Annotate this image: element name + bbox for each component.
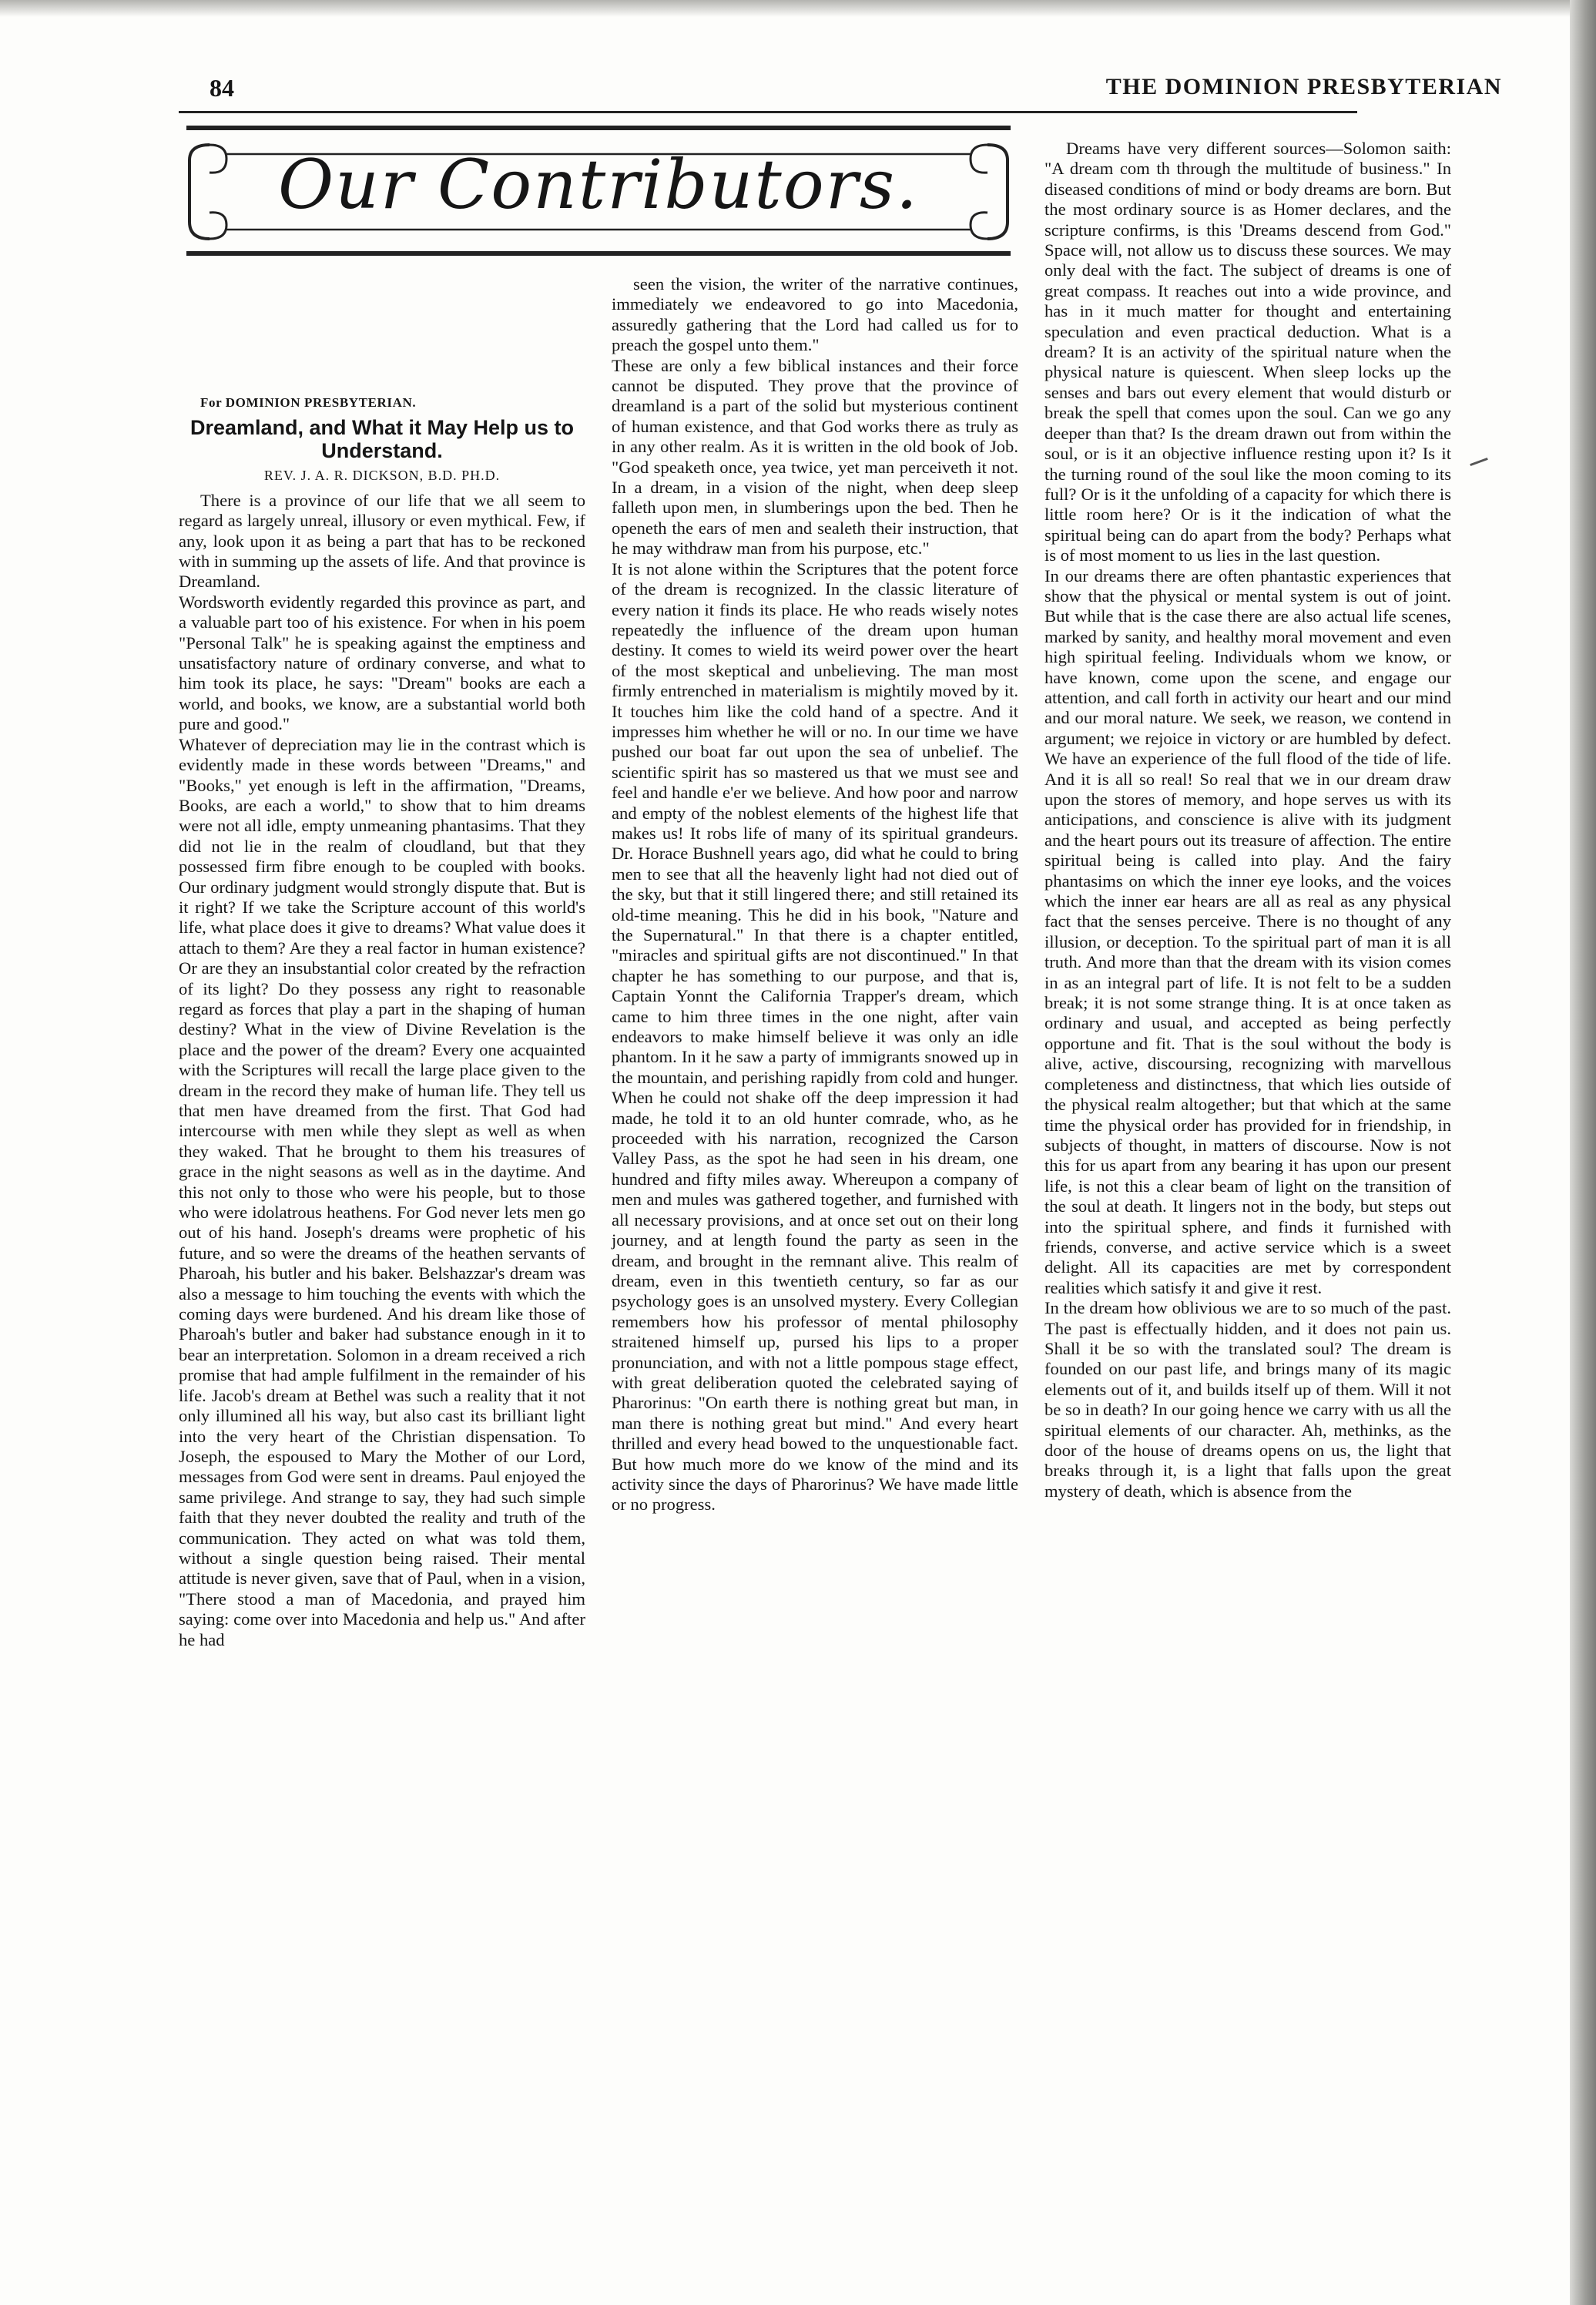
- column-3-text: Dreams have very different sources—Solomon saith: "A dream com th through the multitude of business." In diseased conditions of mind or body dreams are born. But the most ordinary source is as Homer declares, and the scripture confirms, is this 'Dreams descend from God." Space will, not allow us to discuss these sources. We may only deal with the fact. The subject of dreams is one of great compass. It reaches out into a wide province, and has in it much matter for thought and entertaining speculation and even practical deduction. What is a dream? It is an activity of the spiritual nature when the physical nature is quiescent. When sleep locks up the senses and bars out every element that would disturb or break the spell that comes upon the soul. Can we go any deeper than that? Is the dream drawn out from within the soul, or is it an objective influence resting upon it? Is it the turning round of the soul like the moon coming to its full? Or is it the unfolding of a capacity for which there is little room here? Or is it the indication of what the spiritual being can do apart from the body? Perhaps what is of most moment to us lies in the last question. In our dreams there are often phantastic experiences that show that the physical or mental system is out of joint. But while that is the case there are also actual life scenes, marked by sanity, and healthy moral movement and even high spiritual feeling. Individuals whom we know, or have known, come upon the scene, and engage our attention, and call forth in activity our heart and our mind and our moral nature. We seek, we reason, we contend in argument; we rejoice in victory or are humbled by defect. We have an experience of the full flood of the tide of life. And it is all so real! So real that we in our dream draw upon the stores of memory, and hope serves us with its anticipations, and conscience is alive with its judgment and the heart pours out its treasure of affection. The entire spiritual being is called into play. And the fairy phantasims on which the inner eye looks, and the voices which the inner ear hears are all as real as any physical fact that the senses perceive. There is no thought of any illusion, or deception. To the spiritual part of man it is all truth. And more than that the dream with its vision comes in as an integral part of life. It is not felt to be a sudden break; it is not some strange thing. It is at once taken as ordinary and usual, and accepted as being perfectly opportune and fit. That is the soul without the body is alive, active, discoursing, recognizing with marvellous completeness and distinctness, that which lies outside of the physical realm altogether; but that which at the same time the physical order has provided for in friendship, in subjects of thought, in matters of discourse. Now is not this for us apart from any bearing it has upon our present life, is not this a clear beam of light on the transition of the soul at death. It lingers not in the body, but steps out into the spiritual sphere, and finds it furnished with friends, converse, and active service which is a sweet delight. All its capacities are met by correspondent realities which satisfy it and give it rest. In the dream how oblivious we are to so much of the past. The past is effectually hidden, and it does not pain us. Shall it be so with the translated soul? The dream is founded on our past life, and brings many of its magic elements out of it, and builds itself up of them. Will it not be so in death? In our going hence we carry with us all the spiritual elements of our character. Ah, methinks, as the door of the house of dreams opens on us, the light that breaks through it, is a light that falls upon the great mystery of death, which is absence from the: [1044, 139, 1451, 1501]
- article-author: REV. J. A. R. DICKSON, B.D. PH.D.: [263, 468, 501, 484]
- page-number: 84: [210, 74, 234, 102]
- column-1-text: There is a province of our life that we all seem to regard as largely unreal, illusory or even mythical. Few, if any, look upon it as being a part that has to be reckoned with in summing up the assets of life. And that province is Dreamland. Wordsworth evidently regarded this province as part, and a valuable part too of his existence. For when in his poem "Personal Talk" he is speaking against the emptiness and unsatisfactory nature of ordinary converse, and what to him took its place, he says: "Dream" books are each a world, and books, we know, are a substantial world both pure and good." Whatever of depreciation may lie in the contrast which is evidently made in these words between "Dreams," and "Books," yet enough is left in the affirmation, "Dreams, Books, are each a world," to show that to him dreams were not all idle, empty unmeaning phantasims. That they did not lie in the realm of cloudland, but that they possessed firm fibre enough to be coupled with books. Our ordinary judgment would strongly dispute that. But is it right? If we take the Scripture account of this world's life, what place does it give to dreams? What value does it attach to them? Are they a real factor in human existence? Or are they an insubstantial color created by the refraction of its light? Do they possess any right to reasonable regard as forces that play a part in the shaping of human destiny? What in the view of Divine Revelation is the place and the power of the dream? Every one acquainted with the Scriptures will recall the large place given to the dream in the record they make of human life. They tell us that men have dreamed from the first. That God had intercourse with men while they slept as well as when they waked. That he brought to them his treasures of grace in the night seasons as well as in the daytime. And this not only to those who were his people, but to those who were idolatrous heathens. For God never lets men go out of his hand. Joseph's dreams were prophetic of his future, and so were the dreams of the heathen servants of Pharoah, his butler and his baker. Belshazzar's dream was also a message to him touching the events with which the coming days were burdened. And his dream like those of Pharoah's butler and baker had substance enough in it to bear an interpretation. Solomon in a dream received a rich promise that had ample fulfilment in the remainder of his life. Jacob's dream at Bethel was such a reality that it not only illumined all his way, but also cast its brilliant light into the very heart of the Christian dispensation. To Joseph, the espoused to Mary the Mother of our Lord, messages from God were sent in dreams. Paul enjoyed the same privilege. And strange to say, they had such simple faith that they never doubted the reality and truth of the communication. They acted on what was told them, without a single question being raised. Their mental attitude is never given, save that of Paul, when in a vision, "There stood a man of Macedonia, and prayed him saying: come over into Macedonia and help us." And after he had: [179, 490, 585, 1649]
- scan-edge-shadow: [1570, 0, 1596, 2305]
- column-2-text: seen the vision, the writer of the narrative continues, immediately we endeavored to go into Macedonia, assuredly gathering that the Lord had called us for to preach the gospel unto them." These are only a few biblical instances and their force cannot be disputed. They prove that the province of dreamland is a part of the solid but mysterious continent of human existence, and that God works there as truly as in any other realm. As it is written in the old book of Job. "God speaketh once, yea twice, yet man perceiveth it not. In a dream, in a vision of the night, when deep sleep falleth upon men, in slumberings upon the bed. Then he openeth the ears of men and sealeth their instruction, that he may withdraw man from his purpose, etc." It is not alone within the Scriptures that the potent force of the dream is recognized. In the classic literature of every nation it finds its place. He who reads wisely notes repeatedly the influence of the dream upon human destiny. It comes to wield its weird power over the heart of the most skeptical and unbelieving. The man most firmly entrenched in materialism is mightily moved by it. It touches him like the cold hand of a spectre. And it impresses him whether he will or no. In our time we have pushed our boat far out upon the sea of unbelief. The scientific spirit has so mastered us that we must see and feel and handle e'er we believe. And how poor and narrow and empty of the noblest elements of the highest life that makes us! It robs life of many of its spiritual grandeurs. Dr. Horace Bushnell years ago, did what he could to bring men to see that all the heavenly light had not died out of the sky, but that it still lingered there; and still retained its old-time meaning. This he did in his book, "Nature and the Supernatural." In that there is a chapter entitled, "miracles and spiritual gifts are not discontinued." In that chapter he has something to our purpose, and that is, Captain Yonnt the California Trapper's dream, which came to him three times in the one night, after vain endeavors to make himself believe it was only an idle phantom. In it he saw a party of immigrants snowed up in the mountain, and perishing rapidly from cold and hunger. When he could not shake off the deep impression it had made, he told it to an old hunter comrade, who, as he proceeded with his narration, recognized the Carson Valley Pass, as the spot he had seen in his dream, one hundred and fifty miles away. Whereupon a company of men and mules was gathered together, and furnished with all necessary provisions, and at once set out on their long journey, and at length found the party as seen in the dream, and brought in the remnant alive. This realm of dream, even in this twentieth century, so far as our psychology goes is an unsolved mystery. Every Collegian remembers how his professor of mental philosophy straitened himself up, pursed his lips to a proper pronunciation, and with not a little pompous stage effect, with great deliberation quoted the celebrated saying of Pharorinus: "On earth there is nothing great but man, in man there is nothing great but mind." And every heart thrilled and every head bowed to the unquestionable fact. But how much more do we know of the mind and its activity since the days of Pharorinus? We have made little or no progress.: [612, 274, 1018, 1515]
- scan-top-shadow: [0, 0, 1596, 17]
- header-rule: [179, 111, 1357, 113]
- article-title: Dreamland, and What it May Help us to Understand.: [189, 416, 575, 463]
- section-banner: [179, 123, 1018, 258]
- article-column-3: [1044, 139, 1451, 1501]
- article-column-2: [612, 274, 1018, 1515]
- publication-title: THE DOMINION PRESBYTERIAN: [1105, 74, 1502, 99]
- article-column-1: [179, 393, 585, 1650]
- section-heading: Our Contributors.: [278, 145, 919, 224]
- for-line: For DOMINION PRESBYTERIAN.: [200, 395, 417, 410]
- margin-mark: [1470, 458, 1488, 466]
